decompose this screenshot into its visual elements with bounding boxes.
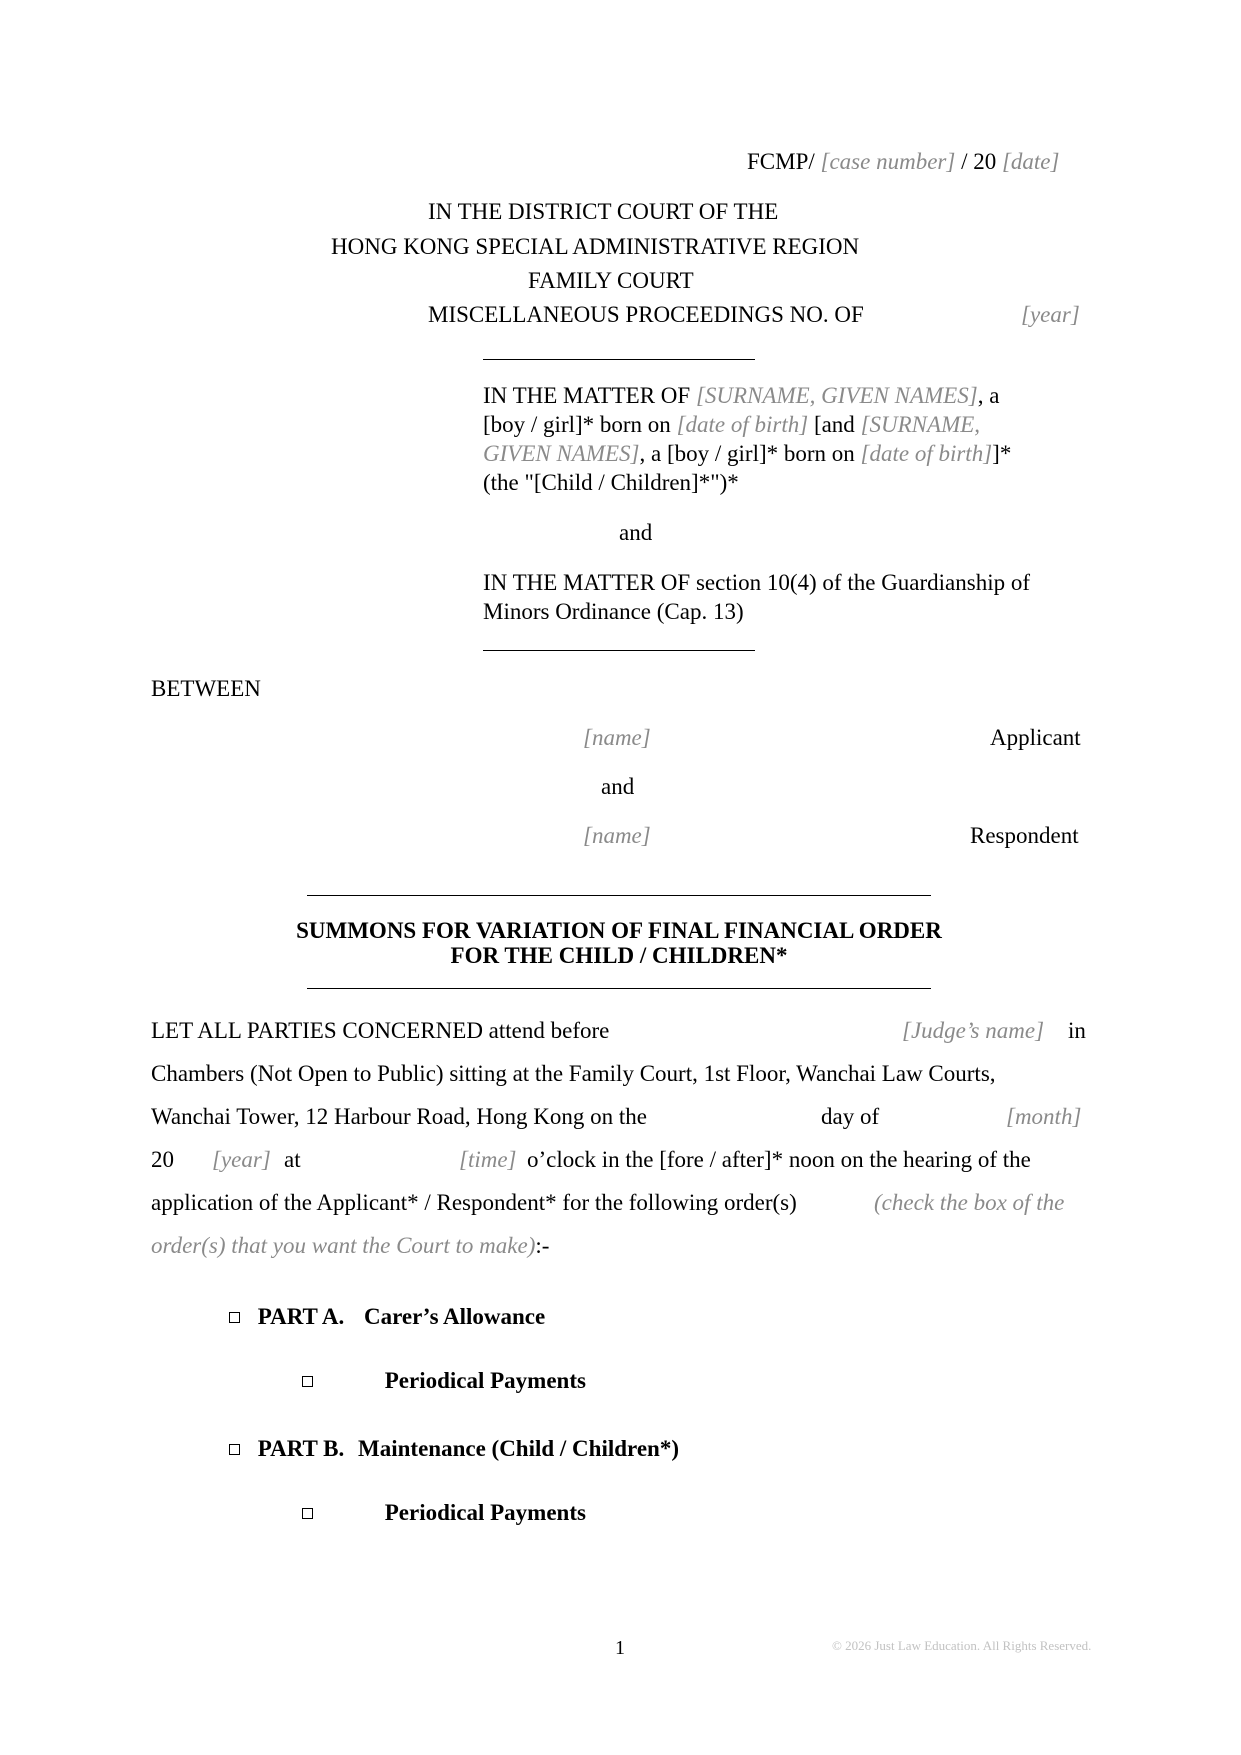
body-line-2: Chambers (Not Open to Public) sitting at the Family Court, 1st Floor, Wanchai Law Courts, xyxy=(151,1061,996,1086)
body-line-1: LET ALL PARTIES CONCERNED attend before [Judge’s name] in xyxy=(151,1017,1087,1047)
part-a-title: Carer’s Allowance xyxy=(364,1304,546,1329)
instruction-hint: (check the box of the xyxy=(874,1190,1065,1215)
applicant-name-placeholder: [name] xyxy=(583,725,651,750)
case-date-placeholder: [date] xyxy=(1001,149,1060,174)
document-title-line-2: FOR THE CHILD / CHILDREN* xyxy=(450,943,788,968)
respondent-role: Respondent xyxy=(970,823,1079,848)
body-line-3: Wanchai Tower, 12 Harbour Road, Hong Kong on the day of [month] xyxy=(151,1103,1087,1133)
dob-placeholder: [date of birth] xyxy=(676,412,809,437)
part-b-periodical-label: Periodical Payments xyxy=(384,1500,586,1525)
part-b-periodical-checkbox[interactable] xyxy=(302,1508,313,1519)
title-rule-top xyxy=(307,895,931,896)
and-connector: and xyxy=(619,520,653,545)
judge-name-placeholder: [Judge’s name] xyxy=(902,1018,1045,1043)
case-reference xyxy=(747,148,1059,177)
part-b-label: PART B. xyxy=(257,1436,345,1461)
body-line-6: order(s) that you want the Court to make):- xyxy=(151,1233,550,1258)
proceedings-year-placeholder: [year] xyxy=(1021,302,1080,327)
matter-child-line-1: IN THE MATTER OF [SURNAME, GIVEN NAMES], a xyxy=(483,383,1000,408)
body-line-5: application of the Applicant* / Respondent* for the following order(s) (check the box of the xyxy=(151,1189,1087,1219)
court-line-2: HONG KONG SPECIAL ADMINISTRATIVE REGION xyxy=(331,234,860,259)
second-child-given-names-placeholder: GIVEN NAMES] xyxy=(483,441,640,466)
instruction-hint-continued: order(s) that you want the Court to make) xyxy=(151,1233,536,1258)
part-a-option[interactable] xyxy=(229,1303,545,1332)
part-a-checkbox[interactable] xyxy=(229,1312,240,1323)
divider-rule xyxy=(483,359,755,360)
court-line-3: FAMILY COURT xyxy=(528,268,694,293)
matter-statute-line-2: Minors Ordinance (Cap. 13) xyxy=(483,599,744,624)
copyright-notice: © 2026 Just Law Education. All Rights Reserved. xyxy=(832,1638,1092,1653)
applicant-role: Applicant xyxy=(990,725,1081,750)
child-name-placeholder: [SURNAME, GIVEN NAMES] xyxy=(695,383,978,408)
respondent-name-placeholder: [name] xyxy=(583,823,651,848)
hearing-year-placeholder: [year] xyxy=(212,1147,271,1172)
part-a-periodical-label: Periodical Payments xyxy=(384,1368,586,1393)
matter-child-line-2: [boy / girl]* born on [date of birth] [and [SURNAME, xyxy=(483,412,981,437)
page-number: 1 xyxy=(615,1637,625,1659)
matter-child-line-4: (the "[Child / Children]*")* xyxy=(483,470,739,495)
part-b-checkbox[interactable] xyxy=(229,1444,240,1455)
between-label: BETWEEN xyxy=(151,676,261,701)
divider-rule xyxy=(483,650,755,651)
time-placeholder: [time] xyxy=(459,1147,517,1172)
parties-and: and xyxy=(601,774,635,799)
body-line-4: 20 [year] at [time] o’clock in the [fore / after]* noon on the hearing of the xyxy=(151,1146,1087,1176)
month-placeholder: [month] xyxy=(1006,1104,1082,1129)
second-dob-placeholder: [date of birth] xyxy=(860,441,993,466)
court-line-4: MISCELLANEOUS PROCEEDINGS NO. OF xyxy=(428,302,864,327)
case-prefix: FCMP/ xyxy=(747,149,815,174)
second-child-surname-placeholder: [SURNAME, xyxy=(860,412,981,437)
document-title-line-1: SUMMONS FOR VARIATION OF FINAL FINANCIAL ORDER xyxy=(296,918,942,943)
part-b-title: Maintenance (Child / Children*) xyxy=(358,1436,679,1461)
case-year-prefix: / 20 xyxy=(961,149,997,174)
matter-statute-line-1: IN THE MATTER OF section 10(4) of the Guardianship of xyxy=(483,570,1031,595)
part-a-periodical-checkbox[interactable] xyxy=(302,1376,313,1387)
part-a-label: PART A. xyxy=(257,1304,345,1329)
part-a-periodical-option[interactable] xyxy=(302,1367,586,1396)
case-number-placeholder: [case number] xyxy=(820,149,956,174)
court-line-1: IN THE DISTRICT COURT OF THE xyxy=(428,199,779,224)
part-b-periodical-option[interactable] xyxy=(302,1499,586,1528)
matter-child-line-3: GIVEN NAMES], a [boy / girl]* born on [date of birth]]* xyxy=(483,441,1012,466)
title-rule-bottom xyxy=(307,988,931,989)
part-b-option[interactable] xyxy=(229,1435,679,1464)
